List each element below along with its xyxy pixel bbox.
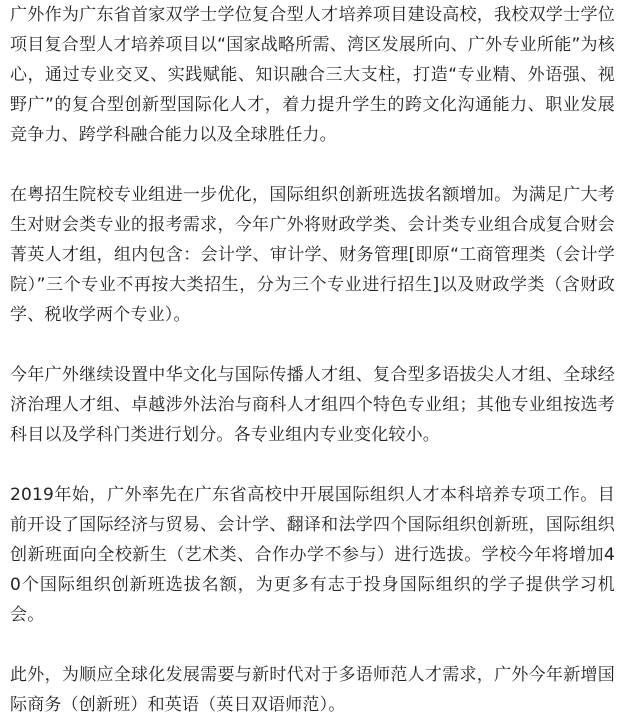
paragraph-new-majors: 此外，为顺应全球化发展需要与新时代对于多语师范人才需求，广外今年新增国际商务（创新班）和英语（英日双语师范）。 — [10, 665, 615, 715]
paragraph-finance-accounting-group: 在粤招生院校专业组进一步优化，国际组织创新班选拔名额增加。为满足广大考生对财会类专业的报考需求，今年广外将财政学类、会计类专业组合成复合财会菁英人才组，组内包含：会计学、审计学、财务管理[即原“工商管理类（会计学院）”三个专业不再按大类招生，分为三个专业进行招生]以及财政学类（含财政学、税收学两个专业）。 — [10, 185, 615, 325]
paragraph-double-degree: 广外作为广东省首家双学士学位复合型人才培养项目建设高校，我校双学士学位项目复合型人才培养项目以“国家战略所需、湾区发展所向、广外专业所能”为核心，通过专业交叉、实践赋能、知识融合三大支柱，打造“专业精、外语强、视野广”的复合型创新型国际化人才，着力提升学生的跨文化沟通能力、职业发展竞争力、跨学科融合能力以及全球胜任力。 — [10, 5, 615, 145]
paragraph-special-groups: 今年广外继续设置中华文化与国际传播人才组、复合型多语拔尖人才组、全球经济治理人才组、卓越涉外法治与商科人才组四个特色专业组；其他专业组按选考科目以及学科门类进行划分。各专业组内专业变化较小。 — [10, 365, 615, 445]
paragraph-international-org-class: 2019年始，广外率先在广东省高校中开展国际组织人才本科培养专项工作。目前开设了国际经济与贸易、会计学、翻译和法学四个国际组织创新班，国际组织创新班面向全校新生（艺术类、合作办学不参与）进行选拔。学校今年将增加40个国际组织创新班选拔名额，为更多有志于投身国际组织的学子提供学习机会。 — [10, 485, 615, 625]
